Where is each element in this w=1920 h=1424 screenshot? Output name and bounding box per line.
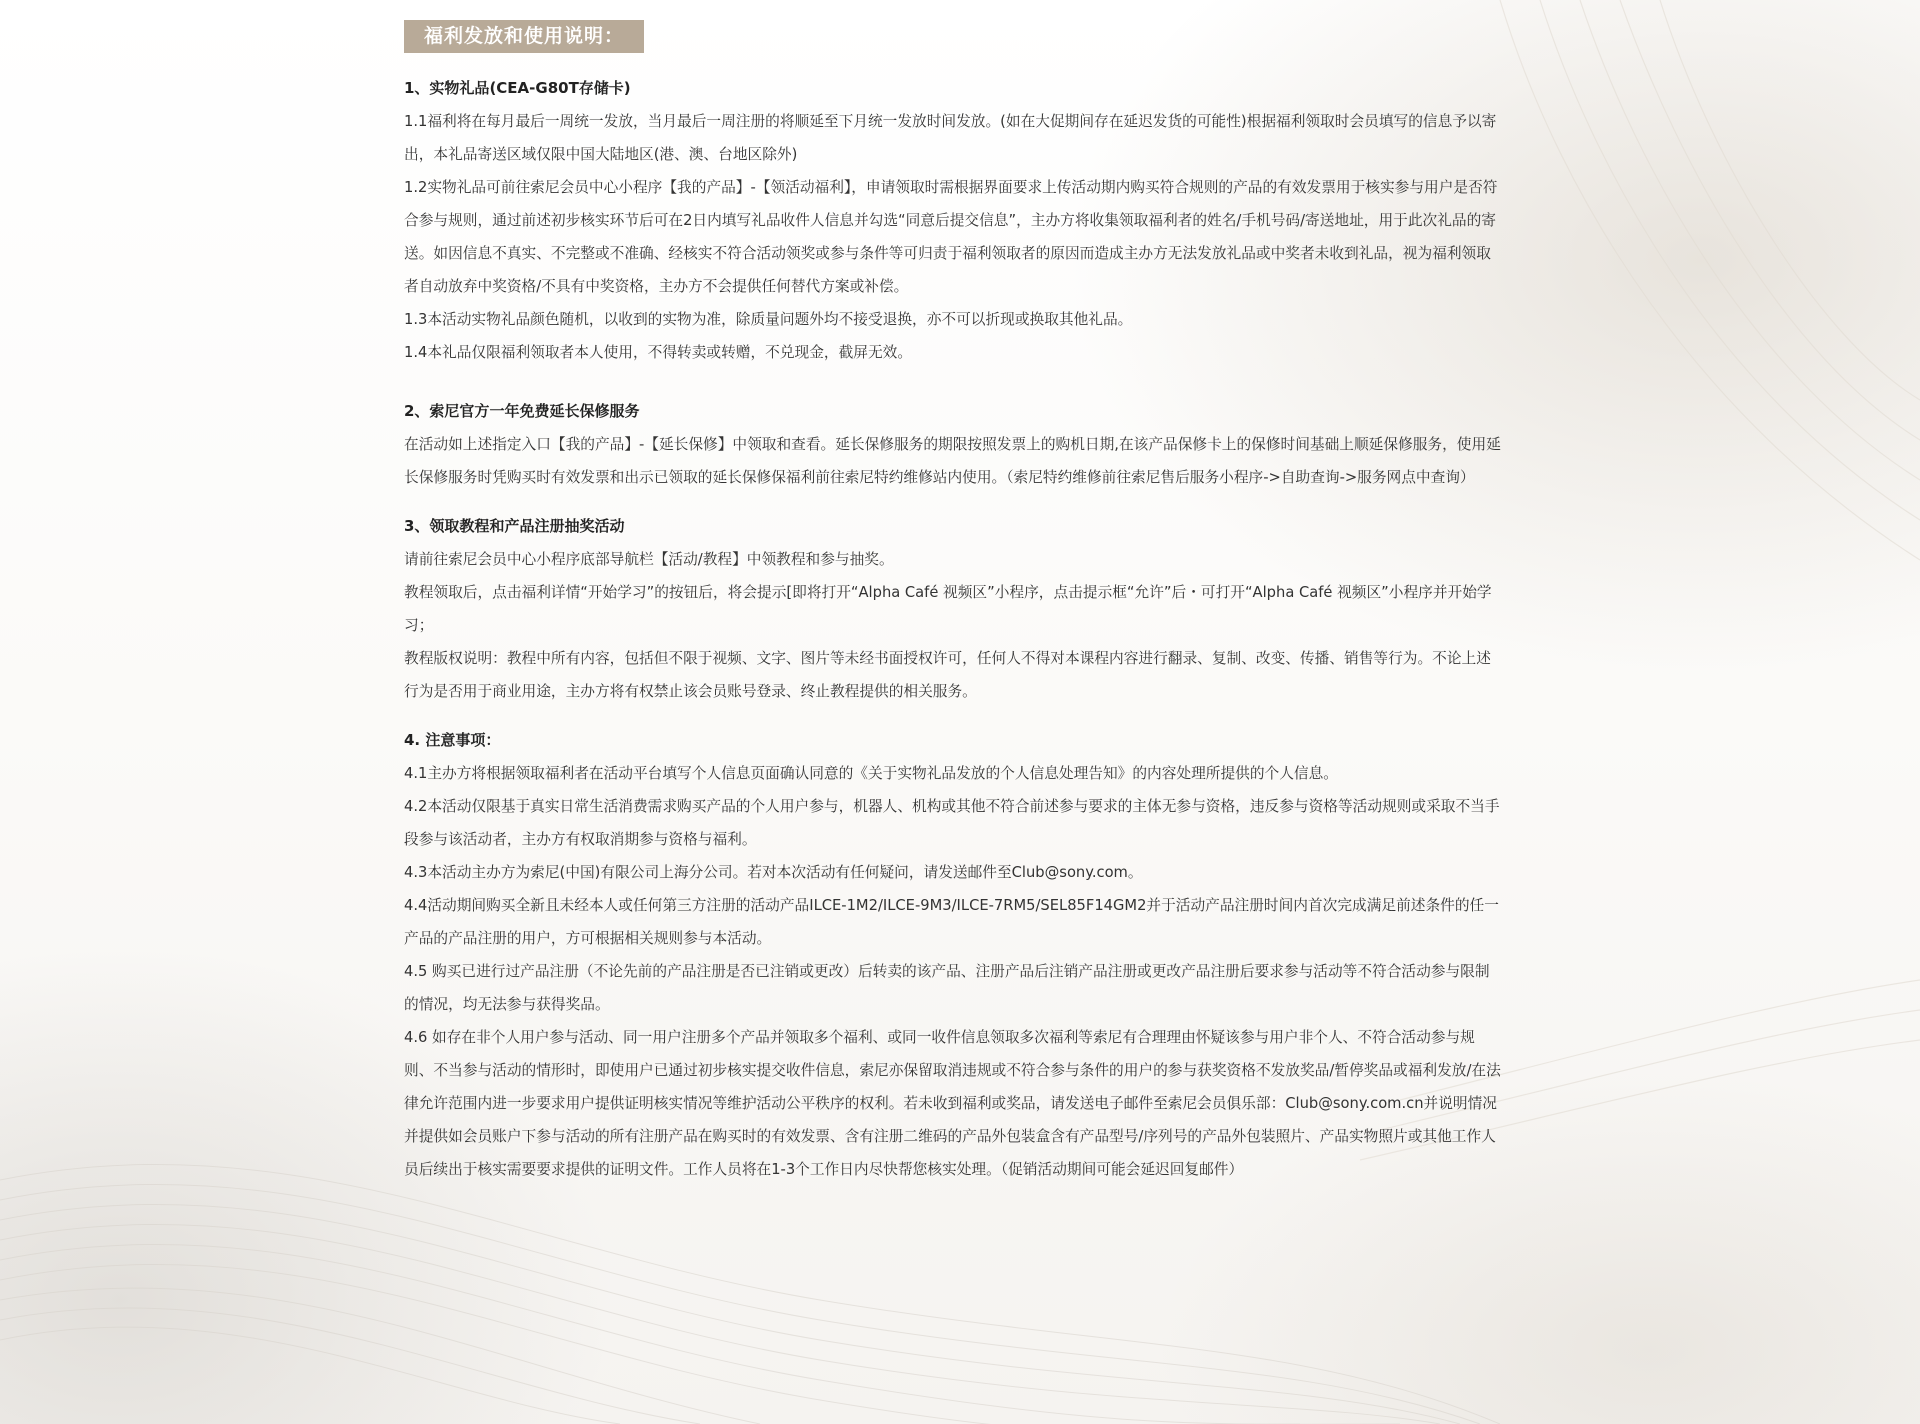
paragraph: 1.1福利将在每月最后一周统一发放，当月最后一周注册的将顺延至下月统一发放时间发放。(如在大促期间存在延迟发货的可能性)根据福利领取时会员填写的信息予以寄出，本礼品寄送区域仅限中国大陆地区(港、澳、台地区除外)	[404, 113, 1497, 163]
paragraph: 教程领取后，点击福利详情“开始学习”的按钮后，将会提示[即将打开“Alpha Café 视频区”小程序，点击提示框“允许”后・可打开“Alpha Café 视频区”小程序并开始学习；	[404, 584, 1492, 634]
paragraph: 4.3本活动主办方为索尼(中国)有限公司上海分公司。若对本次活动有任何疑问，请发送邮件至Club@sony.com。	[404, 864, 1143, 881]
paragraph: 请前往索尼会员中心小程序底部导航栏【活动/教程】中领教程和参与抽奖。	[404, 551, 894, 568]
paragraph: 4.6 如存在非个人用户参与活动、同一用户注册多个产品并领取多个福利、或同一收件信息领取多次福利等索尼有合理理由怀疑该参与用户非个人、不符合活动参与规则、不当参与活动的情形时，即使用户已通过初步核实提交收件信息，索尼亦保留取消违规或不符合参与条件的用户的参与获奖资格不发放奖品/暂停奖品或福利发放/在法律允许范围内进一步要求用户提供证明核实情况等维护活动公平秩序的权利。若未收到福利或奖品，请发送电子邮件至索尼会员俱乐部：Club@sony.com.cn并说明情况并提供如会员账户下参与活动的所有注册产品在购买时的有效发票、含有注册二维码的产品外包装盒含有产品型号/序列号的产品外包装照片、产品实物照片或其他工作人员后续出于核实需要要求提供的证明文件。工作人员将在1-3个工作日内尽快帮您核实处理。（促销活动期间可能会延迟回复邮件）	[404, 1029, 1501, 1178]
page-title: 福利发放和使用说明：	[404, 20, 644, 53]
section-notes	[404, 724, 1504, 1186]
section-extended-warranty	[404, 395, 1504, 494]
paragraph: 4.2本活动仅限基于真实日常生活消费需求购买产品的个人用户参与，机器人、机构或其他不符合前述参与要求的主体无参与资格，违反参与资格等活动规则或采取不当手段参与该活动者，主办方有权取消期参与资格与福利。	[404, 798, 1500, 848]
paragraph: 4.4活动期间购买全新且未经本人或任何第三方注册的活动产品ILCE-1M2/ILCE-9M3/ILCE-7RM5/SEL85F14GM2并于活动产品注册时间内首次完成满足前述条件的任一产品的产品注册的用户，方可根据相关规则参与本活动。	[404, 897, 1499, 947]
paragraph: 1.4本礼品仅限福利领取者本人使用，不得转卖或转赠，不兑现金，截屏无效。	[404, 344, 913, 361]
paragraph: 1.2实物礼品可前往索尼会员中心小程序【我的产品】-【领活动福利】，申请领取时需根据界面要求上传活动期内购买符合规则的产品的有效发票用于核实参与用户是否符合参与规则，通过前述初步核实环节后可在2日内填写礼品收件人信息并勾选“同意后提交信息”，主办方将收集领取福利者的姓名/手机号码/寄送地址，用于此次礼品的寄送。如因信息不真实、不完整或不准确、经核实不符合活动领奖或参与条件等可归责于福利领取者的原因而造成主办方无法发放礼品或中奖者未收到礼品，视为福利领取者自动放弃中奖资格/不具有中奖资格，主办方不会提供任何替代方案或补偿。	[404, 179, 1498, 295]
paragraph: 在活动如上述指定入口【我的产品】-【延长保修】中领取和查看。延长保修服务的期限按照发票上的购机日期,在该产品保修卡上的保修时间基础上顺延保修服务，使用延长保修服务时凭购买时有效发票和出示已领取的延长保修保福利前往索尼特约维修站内使用。（索尼特约维修前往索尼售后服务小程序->自助查询->服务网点中查询）	[404, 436, 1501, 486]
section-physical-gift	[404, 72, 1504, 369]
paragraph: 4.5 购买已进行过产品注册（不论先前的产品注册是否已注销或更改）后转卖的该产品、注册产品后注销产品注册或更改产品注册后要求参与活动等不符合活动参与限制的情况，均无法参与获得奖品。	[404, 963, 1490, 1013]
paragraph: 教程版权说明：教程中所有内容，包括但不限于视频、文字、图片等未经书面授权许可，任何人不得对本课程内容进行翻录、复制、改变、传播、销售等行为。不论上述行为是否用于商业用途，主办方将有权禁止该会员账号登录、终止教程提供的相关服务。	[404, 650, 1491, 700]
section-heading: 1、实物礼品(CEA-G80T存储卡)	[404, 79, 631, 97]
section-heading: 2、索尼官方一年免费延长保修服务	[404, 402, 640, 420]
rules-content	[404, 20, 1504, 1186]
paragraph: 4.1主办方将根据领取福利者在活动平台填写个人信息页面确认同意的《关于实物礼品发放的个人信息处理告知》的内容处理所提供的个人信息。	[404, 765, 1338, 782]
section-tutorial-lottery	[404, 510, 1504, 708]
section-heading: 3、领取教程和产品注册抽奖活动	[404, 517, 625, 535]
section-heading: 4. 注意事项：	[404, 731, 501, 749]
paragraph: 1.3本活动实物礼品颜色随机，以收到的实物为准，除质量问题外均不接受退换，亦不可以折现或换取其他礼品。	[404, 311, 1133, 328]
